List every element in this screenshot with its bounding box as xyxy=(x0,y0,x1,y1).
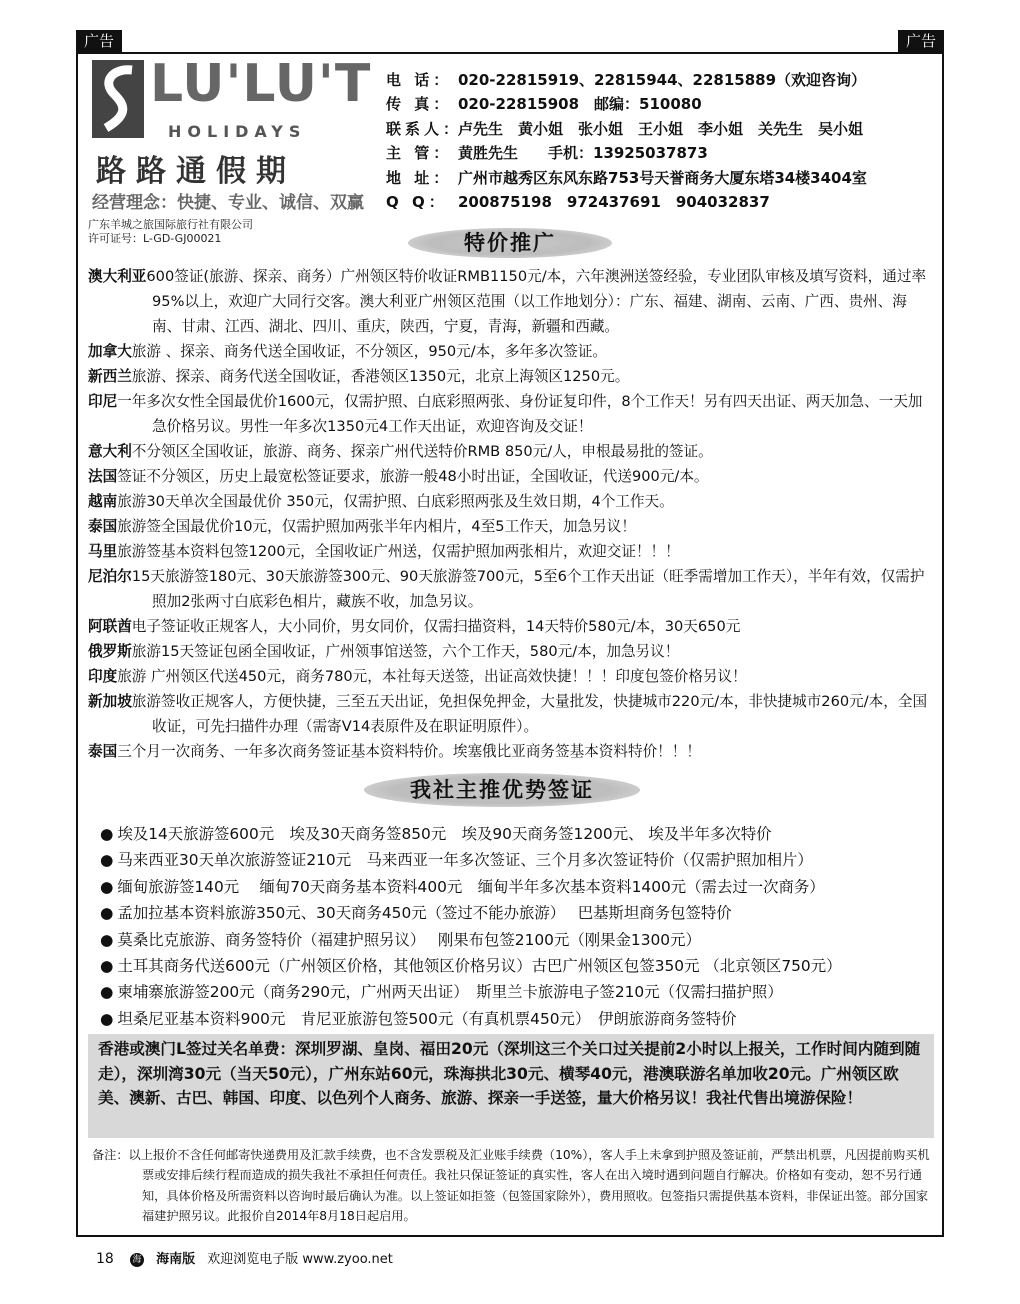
country-name: 泰国 xyxy=(88,743,118,760)
country-name: 新加坡 xyxy=(88,693,132,710)
special-item xyxy=(88,264,934,339)
featured-item: ● 坦桑尼亚基本资料900元 肯尼亚旅游包签500元（有真机票450元） 伊朗旅游商务签特价 xyxy=(100,1006,940,1032)
country-name: 澳大利亚 xyxy=(88,268,147,285)
edition-name: 海南版 xyxy=(156,1252,196,1267)
contact-value: 黄胜先生 手机：13925037873 xyxy=(458,144,708,163)
ad-tag-left: 广告 xyxy=(76,30,122,52)
contact-value: 020-22815919、22815944、22815889（欢迎咨询） xyxy=(458,71,867,89)
contact-label: 联系人： xyxy=(386,119,463,138)
contact-value: 卢先生 黄小姐 张小姐 王小姐 李小姐 关先生 吴小姐 xyxy=(458,119,864,138)
special-item xyxy=(88,439,934,464)
contact-label: Q Q： xyxy=(386,193,448,212)
special-item xyxy=(88,514,934,539)
special-item xyxy=(88,489,934,514)
logo-chinese-name: 路路通假期 xyxy=(96,154,296,189)
country-name: 加拿大 xyxy=(88,343,132,360)
logo-sub: HOLIDAYS xyxy=(168,122,307,141)
website-link[interactable]: 欢迎浏览电子版 www.zyoo.net xyxy=(207,1252,393,1267)
special-detail: 15天旅游签180元、30天旅游签300元、90天旅游签700元，5至6个工作天出证（旺季需增加工作天），半年有效，仅需护照加2张两寸白底彩色相片，藏族不收，加急另议。 xyxy=(131,568,925,610)
contact-label: 地 址： xyxy=(386,168,453,187)
contact-label: 主 管： xyxy=(386,144,453,163)
special-detail: 电子签证收正规客人，大小同价，男女同价，仅需扫描资料，14天特价580元/本，30天650元 xyxy=(131,618,741,635)
contact-label: 电 话： xyxy=(386,71,453,89)
special-item xyxy=(88,564,934,614)
special-detail: 旅游签全国最优价10元，仅需护照加两张半年内相片，4至5工作天，加急另议！ xyxy=(117,518,636,535)
logo xyxy=(92,54,372,235)
special-detail: 不分领区全国收证，旅游、商务、探亲广州代送特价RMB 850元/人，申根最易批的签证。 xyxy=(131,443,713,460)
contact-value: 020-22815908 邮编：510080 xyxy=(458,95,702,114)
logo-mark-icon xyxy=(92,60,144,138)
special-detail: 旅游签基本资料包签1200元，全国收证广州送，仅需护照加两张相片，欢迎交证！！！ xyxy=(117,543,680,560)
special-detail: 旅游签收正规客人，方便快捷，三至五天出证，免担保免押金，大量批发，快捷城市220元/本，非快捷城市260元/本，全国收证，可先扫描件办理（需寄V14表原件及在职证明原件）。 xyxy=(131,693,928,735)
special-item xyxy=(88,639,934,664)
country-name: 阿联酋 xyxy=(88,618,132,635)
contact-row xyxy=(386,117,867,141)
special-item xyxy=(88,689,934,739)
special-item xyxy=(88,614,934,639)
special-item xyxy=(88,339,934,364)
special-detail: 旅游、探亲、商务代送全国收证，香港领区1350元，北京上海领区1250元。 xyxy=(131,368,630,385)
remarks xyxy=(92,1145,934,1227)
special-detail: 一年多次女性全国最优价1600元，仅需护照、白底彩照两张、身份证复印件，8个工作天！另有四天出证、两天加急、一天加急价格另议。男性一年多次1350元4工作天出证，欢迎咨询及交证！ xyxy=(117,393,923,435)
contact-row xyxy=(386,190,867,214)
country-name: 越南 xyxy=(88,493,118,510)
country-name: 印尼 xyxy=(88,393,118,410)
contact-row xyxy=(386,141,867,165)
featured-item: ● 柬埔寨旅游签200元（商务290元，广州两天出证） 斯里兰卡旅游电子签210元（仅需扫描护照） xyxy=(100,979,940,1005)
contact-value: 广州市越秀区东风东路753号天誉商务大厦东塔34楼3404室 xyxy=(458,168,867,187)
special-item xyxy=(88,539,934,564)
page-number: 18 xyxy=(96,1251,114,1267)
logo-motto: 经营理念：快捷、专业、诚信、双赢 xyxy=(92,193,364,213)
hk-macau-notice: 香港或澳门L签过关名单费：深圳罗湖、皇岗、福田20元（深圳这三个关口过关提前2小时以上报关，工作时间内随到随走），深圳湾30元（当天50元），广州东站60元，珠海拱北30元、横琴40元，港澳联游名单加收20元。广州领区欧美、澳新、古巴、韩国、印度、以色列个人商务、旅游、探亲一手送签，量大价格另议！我社代售出境游保险！ xyxy=(88,1034,934,1138)
country-name: 新西兰 xyxy=(88,368,132,385)
contact-value: 200875198 972437691 904032837 xyxy=(458,193,770,212)
special-item xyxy=(88,664,934,689)
featured-item: ● 埃及14天旅游签600元 埃及30天商务签850元 埃及90天商务签1200元、 埃及半年多次特价 xyxy=(100,821,940,847)
license-number: 许可证号：L-GD-GJ00021 xyxy=(88,232,222,245)
special-detail: 旅游 、探亲、商务代送全国收证，不分领区，950元/本，多年多次签证。 xyxy=(131,343,608,360)
special-item xyxy=(88,389,934,439)
section-title-featured: 我社主推优势签证 xyxy=(364,773,640,807)
special-item xyxy=(88,464,934,489)
featured-visa-list xyxy=(100,821,940,1032)
special-detail: 三个月一次商务、一年多次商务签证基本资料特价。埃塞俄比亚商务签基本资料特价！！！ xyxy=(117,743,701,760)
special-detail: 旅游 广州领区代送450元，商务780元，本社每天送签，出证高效快捷！！！印度包签价格另议！ xyxy=(117,668,747,685)
country-name: 法国 xyxy=(88,468,118,485)
special-item xyxy=(88,739,934,764)
page-footer xyxy=(96,1248,393,1267)
contact-block xyxy=(386,68,867,214)
contact-row xyxy=(386,92,867,116)
featured-item: ● 孟加拉基本资料旅游350元、30天商务450元（签过不能办旅游） 巴基斯坦商务包签特价 xyxy=(100,900,940,926)
section-title-specials: 特价推广 xyxy=(408,228,612,258)
special-item xyxy=(88,364,934,389)
country-name: 尼泊尔 xyxy=(88,568,132,585)
country-name: 俄罗斯 xyxy=(88,643,132,660)
country-name: 马里 xyxy=(88,543,118,560)
specials-list xyxy=(88,264,934,764)
country-name: 印度 xyxy=(88,668,118,685)
contact-row xyxy=(386,166,867,190)
featured-item: ● 土耳其商务代送600元（广州领区价格，其他领区价格另议）古巴广州领区包签350元 （北京领区750元） xyxy=(100,953,940,979)
special-detail: 旅游30天单次全国最优价 350元，仅需护照、白底彩照两张及生效日期，4个工作天。 xyxy=(117,493,674,510)
special-detail: 旅游15天签证包函全国收证，广州领事馆送签，六个工作天，580元/本，加急另议！ xyxy=(131,643,680,660)
contact-row xyxy=(386,68,867,92)
special-detail: 签证不分领区，历史上最宽松签证要求，旅游一般48小时出证，全国收证，代送900元/本。 xyxy=(117,468,709,485)
country-name: 意大利 xyxy=(88,443,132,460)
special-detail: 600签证(旅游、探亲、商务）广州领区特价收证RMB1150元/本，六年澳洲送签经验，专业团队审核及填写资料，通过率95%以上，欢迎广大同行交客。澳大利亚广州领区范围（以工作地划分）：广东、福建、湖南、云南、广西、贵州、海南、甘肃、江西、湖北、四川、重庆，陕西，宁夏，青海，新疆和西藏。 xyxy=(146,268,927,335)
country-name: 泰国 xyxy=(88,518,118,535)
featured-item: ● 莫桑比克旅游、商务签特价（福建护照另议） 刚果布包签2100元（刚果金1300元） xyxy=(100,927,940,953)
edition-badge-icon: 海 xyxy=(130,1253,144,1267)
remarks-text: 备注：以上报价不含任何邮寄快递费用及汇款手续费，也不含发票税及汇业账手续费（10%），客人手上未拿到护照及签证前，严禁出机票，凡因提前购买机票或安排后续行程而造成的损失我社不承担任何责任。我社只保证签证的真实性，客人在出入境时遇到问题自行解决。价格如有变动，恕不另行通知，具体价格及所需资料以咨询时最后确认为准。以上签证如拒签（包签国家除外），费用照收。包签指只需提供基本资料，非保证出签。部分国家福建护照另议。此报价自2014年8月18日起启用。 xyxy=(92,1148,930,1224)
featured-item: ● 马来西亚30天单次旅游签证210元 马来西亚一年多次签证、三个月多次签证特价（仅需护照加相片） xyxy=(100,847,940,873)
contact-label: 传 真： xyxy=(386,95,453,114)
company-info xyxy=(88,218,253,246)
ad-tag-right: 广告 xyxy=(898,30,944,52)
featured-item: ● 缅甸旅游签140元 缅甸70天商务基本资料400元 缅甸半年多次基本资料1400元（需去过一次商务） xyxy=(100,874,940,900)
company-name: 广东羊城之旅国际旅行社有限公司 xyxy=(88,218,253,231)
logo-brand: LU'LU'T xyxy=(150,54,372,114)
